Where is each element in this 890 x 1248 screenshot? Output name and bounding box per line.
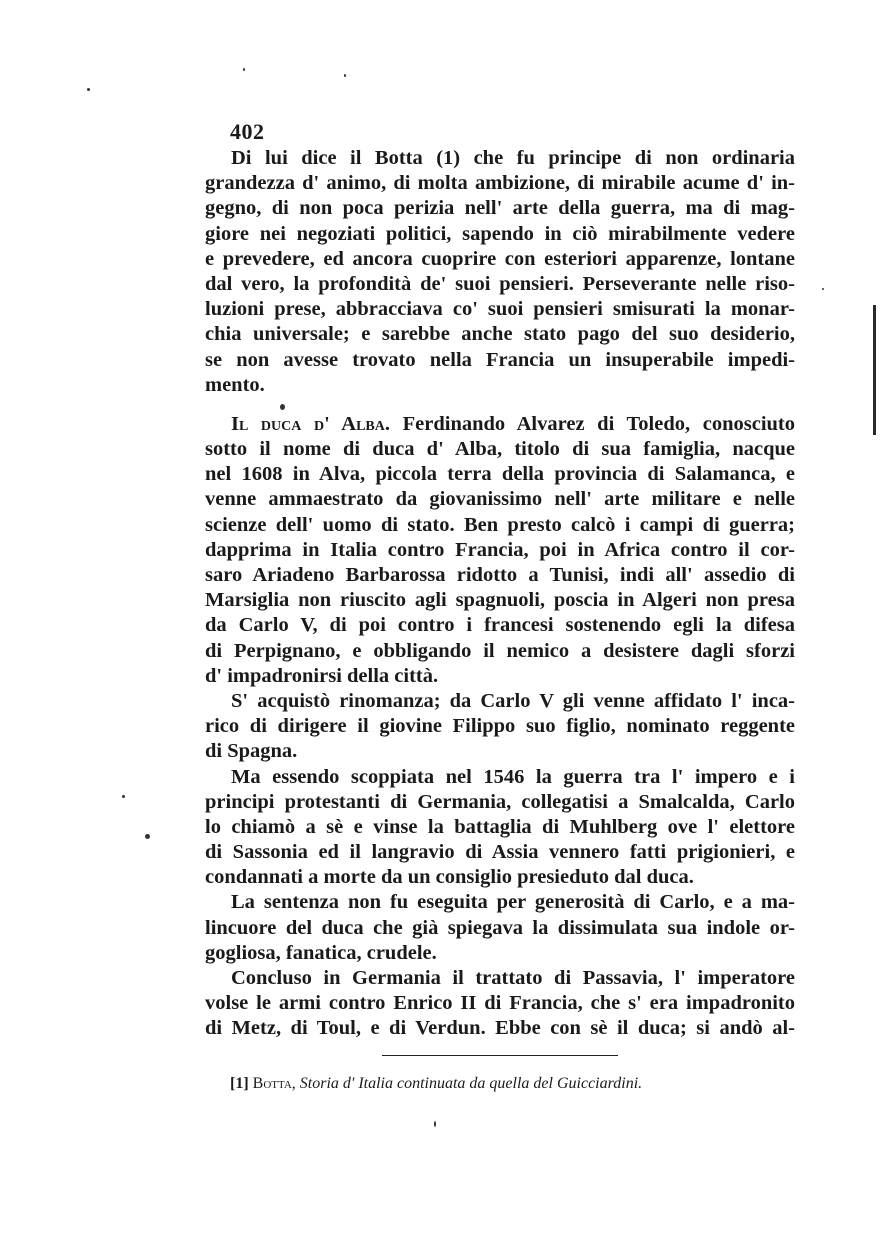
text-line: da Carlo V, di poi contro i francesi sostenendo egli la difesa	[205, 614, 795, 637]
text-line: chia universale; e sarebbe anche stato pago del suo desiderio,	[205, 323, 795, 346]
footnote-rule	[382, 1055, 618, 1056]
text-line: venne ammaestrato da giovanissimo nell' arte militare e nelle	[205, 488, 795, 511]
section-heading: Il duca d' Alba.	[231, 412, 390, 435]
footnote-author: Botta,	[252, 1075, 296, 1092]
text-line: dapprima in Italia contro Francia, poi in Africa contro il cor-	[205, 538, 795, 561]
text-line: principi protestanti di Germania, collegatisi a Smalcalda, Carlo	[205, 790, 795, 813]
page-number: 402	[230, 119, 265, 144]
text-line: lincuore del duca che già spiegava la dissimulata sua indole or-	[205, 916, 795, 939]
text-line: di Sassonia ed il langravio di Assia vennero fatti prigionieri, e	[205, 841, 795, 864]
scan-speck	[243, 68, 245, 71]
scan-speck	[434, 1121, 436, 1127]
scan-speck	[145, 834, 150, 839]
text-line: saro Ariadeno Barbarossa ridotto a Tunisi, indi all' assedio di	[205, 564, 795, 586]
scan-speck	[122, 795, 125, 798]
text-line: lo chiamò a sè e vinse la battaglia di Muhlberg ove l' elettore	[205, 815, 795, 838]
paragraph-gap	[205, 398, 795, 412]
text-line: nel 1608 in Alva, piccola terra della provincia di Salamanca, e	[205, 463, 795, 486]
text-line: d' impadronirsi della città.	[205, 664, 439, 687]
text-line: se non avesse trovato nella Francia un insuperabile impedi-	[205, 348, 795, 371]
text-line-rest: Ferdinando Alvarez di Toledo, conosciuto	[402, 412, 795, 435]
text-line: Ma essendo scoppiata nel 1546 la guerra tra l' impero e i	[231, 765, 795, 788]
text-line: gegno, di non poca perizia nell' arte della guerra, ma di mag-	[205, 197, 795, 220]
text-line: S' acquistò rinomanza; da Carlo V gli venne affidato l' inca-	[231, 689, 795, 712]
text-line: condannati a morte da un consiglio presieduto dal duca.	[205, 866, 694, 889]
text-line: sotto il nome di duca d' Alba, titolo di sua famiglia, nacque	[205, 438, 795, 461]
text-line: di Perpignano, e obbligando il nemico a desistere dagli sforzi	[205, 639, 795, 662]
text-line: luzioni prese, abbracciava co' suoi pensieri smisurati la monar-	[205, 298, 795, 321]
footnote	[230, 1074, 642, 1094]
text-line: e prevedere, ed ancora cuoprire con esteriori apparenze, lontane	[205, 247, 795, 270]
text-line: La sentenza non fu eseguita per generosità di Carlo, e a ma-	[231, 891, 795, 914]
text-line: rico di dirigere il giovine Filippo suo figlio, nominato reggente	[205, 715, 795, 738]
text-line: Di lui dice il Botta (1) che fu principe di non ordinaria	[231, 147, 795, 169]
text-line: volse le armi contro Enrico II di Francia, che s' era impadronito	[205, 992, 795, 1015]
scan-speck	[822, 288, 824, 290]
scan-speck	[280, 404, 285, 410]
text-line: dal vero, la profondità de' suoi pensieri. Perseverante nelle riso-	[205, 272, 795, 295]
text-line: di Metz, di Toul, e di Verdun. Ebbe con sè il duca; si andò al-	[205, 1017, 795, 1040]
text-line: Marsiglia non riuscito agli spagnuoli, poscia in Algeri non presa	[205, 589, 795, 612]
scan-edge-mark	[873, 305, 876, 435]
text-line: mento.	[205, 373, 265, 396]
text-line: grandezza d' animo, di molta ambizione, di mirabile acume d' in-	[205, 172, 795, 195]
text-line: Concluso in Germania il trattato di Passavia, l' imperatore	[231, 967, 795, 989]
text-line: gogliosa, fanatica, crudele.	[205, 941, 437, 964]
text-line: di Spagna.	[205, 740, 298, 763]
text-line: giore nei negoziati politici, sapendo in ciò mirabilmente vedere	[205, 222, 795, 245]
section-heading-line	[205, 412, 795, 437]
text-line: scienze dell' uomo di stato. Ben presto calcò i campi di guerra;	[205, 513, 795, 536]
body-text	[205, 146, 795, 1042]
footnote-title: Storia d' Italia continuata da quella del Guicciardini.	[299, 1075, 643, 1092]
scan-speck	[87, 88, 90, 91]
scan-speck	[344, 74, 346, 77]
footnote-marker: [1]	[230, 1075, 249, 1092]
